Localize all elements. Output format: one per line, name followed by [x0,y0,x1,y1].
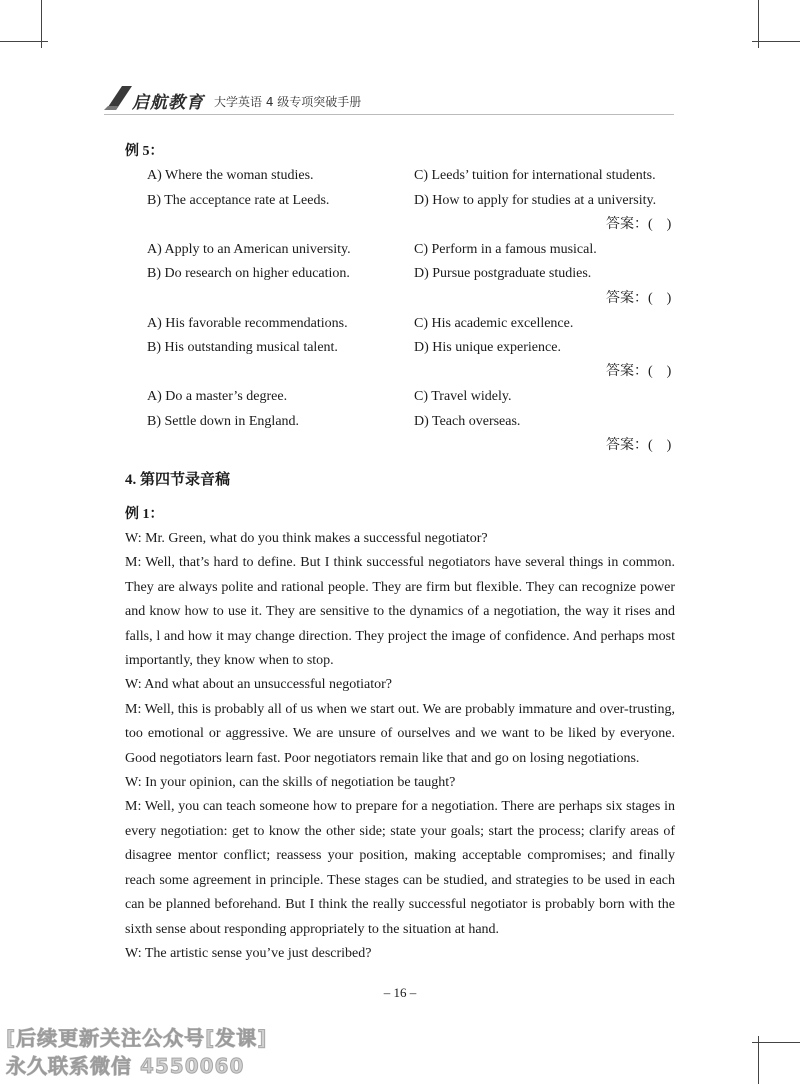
answer-blank: 答案：( ) [606,291,672,306]
transcript-line: W: The artistic sense you’ve just described? [125,945,372,961]
crop-mark [752,1042,800,1043]
answer-blank: 答案：( ) [606,364,672,379]
transcript [125,527,675,966]
crop-mark [758,1036,759,1084]
option-d: D) His unique experience. [414,340,561,355]
option-c: C) Travel widely. [414,389,512,404]
option-c: C) Leeds’ tuition for international students. [414,168,656,183]
answer-blank: 答案：( ) [606,217,672,232]
page-number: – 16 – [383,985,417,1000]
brand-name: 启航教育 [132,93,204,113]
crop-mark [0,41,48,42]
transcript-line: W: And what about an unsuccessful negotiator? [125,677,392,693]
option-b: B) Settle down in England. [147,414,300,429]
option-d: D) Pursue postgraduate studies. [414,266,592,281]
option-a: A) His favorable recommendations. [147,316,348,331]
example-label: 例 1： [125,507,164,522]
option-b: B) His outstanding musical talent. [147,340,338,355]
book-title: 大学英语 4 级专项突破手册 [214,95,362,109]
transcript-line: M: Well, that’s hard to define. But I think successful negotiators have several things in common. They are always polite and rational people. They are firm but flexible. They can recognize power and know how to use it. They are sensitive to the dynamics of a negotiation, the way it rises and falls, l and how it may change direction. They project the image of confidence. And perhaps most importantly, they know when to stop. [125,555,675,669]
option-b: B) Do research on higher education. [147,266,350,281]
option-b: B) The acceptance rate at Leeds. [147,193,330,208]
transcript-line: M: Well, you can teach someone how to prepare for a negotiation. There are perhaps six stages in every negotiation: get to know the other side; state your goals; start the process; clarify areas of disagree mentor conflict; reassess your position, making acceptable compromises; and finally reach some agreement in principle. These stages can be studied, and strategies to be used in each can be planned beforehand. But I think the really successful negotiator is probably born with the sixth sense about responding appropriately to the situation at hand. [125,799,675,937]
transcript-line: W: Mr. Green, what do you think makes a successful negotiator? [125,531,488,546]
brand-swoosh-icon [104,84,134,112]
running-header [104,84,704,114]
crop-mark [752,41,800,42]
answer-blank: 答案：( ) [606,438,672,453]
section-heading: 4. 第四节录音稿 [125,472,231,488]
option-c: C) His academic excellence. [414,316,574,331]
option-d: D) Teach overseas. [414,414,521,429]
option-d: D) How to apply for studies at a university. [414,193,657,208]
header-rule [104,114,674,115]
example-label: 例 5： [125,144,164,159]
option-a: A) Do a master’s degree. [147,389,288,404]
option-a: A) Where the woman studies. [147,168,314,183]
watermark-line: 永久联系微信 4550060 [6,1054,245,1078]
transcript-line: W: In your opinion, can the skills of negotiation be taught? [125,775,456,791]
option-c: C) Perform in a famous musical. [414,242,597,257]
watermark-line: [后续更新关注公众号[发课] [6,1026,268,1050]
transcript-line: M: Well, this is probably all of us when we start out. We are probably immature and over-trusting, too emotional or aggressive. We are unsure of ourselves and we want to be liked by everyone. Good negotiators learn fast. Poor negotiators remain like that and go on losing negotiations. [125,701,675,766]
option-a: A) Apply to an American university. [147,242,351,257]
